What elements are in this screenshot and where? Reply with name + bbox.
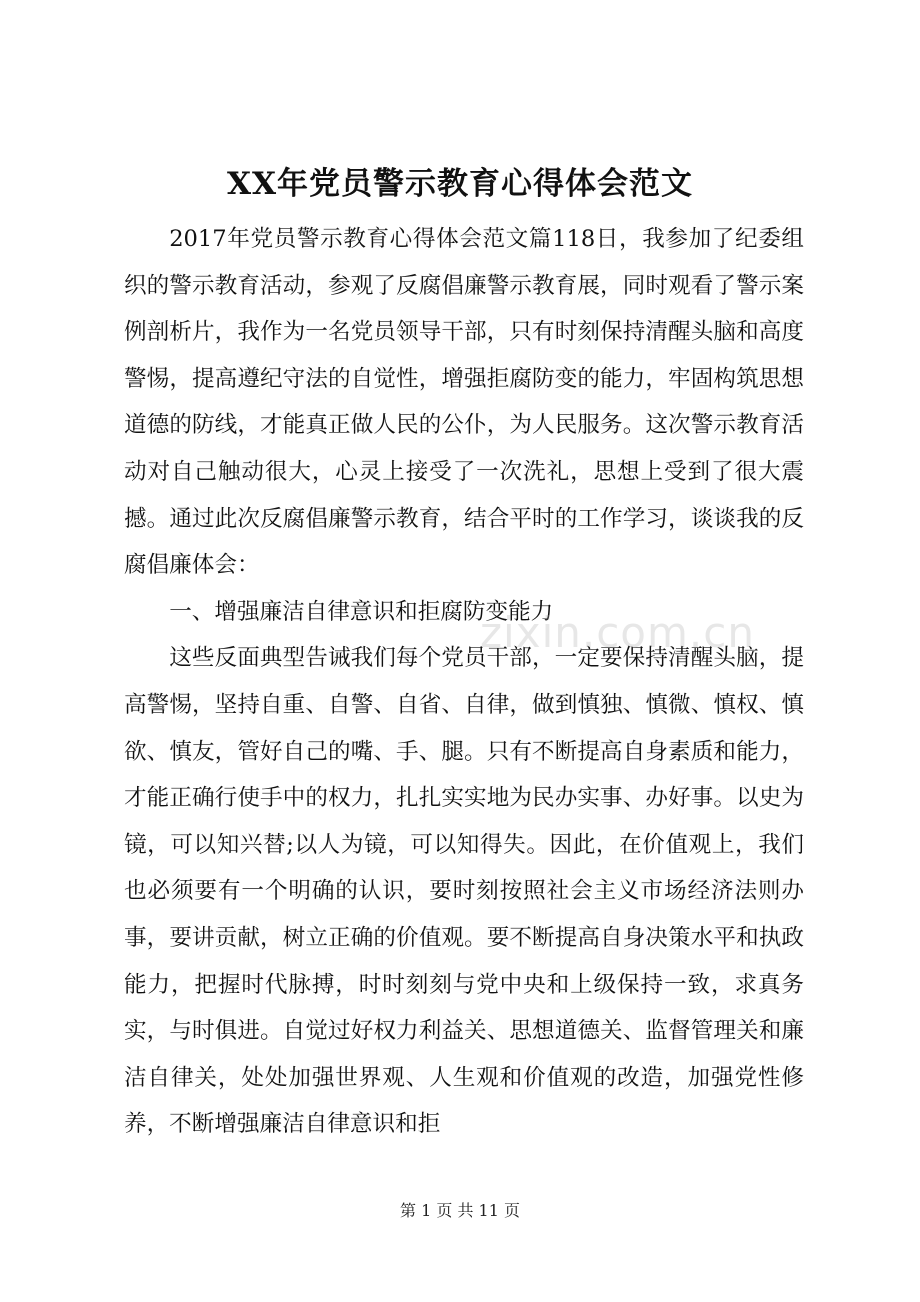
section-heading: 一、增强廉洁自律意识和拒腐防变能力 — [169, 598, 554, 625]
paragraph-intro: 2017年党员警示教育心得体会范文篇118日，我参加了纪委组织的警示教育活动，参观了反腐倡廉警示教育展，同时观看了警示案例剖析片，我作为一名党员领导干部，只有时刻保持清醒头脑和高度警惕，提高遵纪守法的自觉性，增强拒腐防变的能力，牢固构筑思想道德的防线，才能真正做人民的公仆，为人民服务。这次警示教育活动对自己触动很大，心灵上接受了一次洗礼，思想上受到了很大震撼。通过此次反腐倡廉警示教育，结合平时的工作学习，谈谈我的反腐倡廉体会： — [124, 226, 804, 579]
document-title: XX年党员警示教育心得体会范文 — [226, 166, 694, 202]
document-body — [124, 216, 804, 1148]
page-footer: 第 1 页 共 11 页 — [400, 1201, 520, 1220]
paragraph-section-one: 这些反面典型告诫我们每个党员干部，一定要保持清醒头脑，提高警惕，坚持自重、自警、自省、自律，做到慎独、慎微、慎权、慎欲、慎友，管好自己的嘴、手、腿。只有不断提高自身素质和能力，才能正确行使手中的权力，扎扎实实地为民办实事、办好事。以史为镜，可以知兴替;以人为镜，可以知得失。因此，在价值观上，我们也必须要有一个明确的认识，要时刻按照社会主义市场经济法则办事，要讲贡献，树立正确的价值观。要不断提高自身决策水平和执政能力，把握时代脉搏，时时刻刻与党中央和上级保持一致，求真务实，与时俱进。自觉过好权力利益关、思想道德关、监督管理关和廉洁自律关，处处加强世界观、人生观和价值观的改造，加强党性修养，不断增强廉洁自律意识和拒 — [124, 645, 804, 1138]
watermark: zixin.com.cn — [480, 608, 755, 657]
